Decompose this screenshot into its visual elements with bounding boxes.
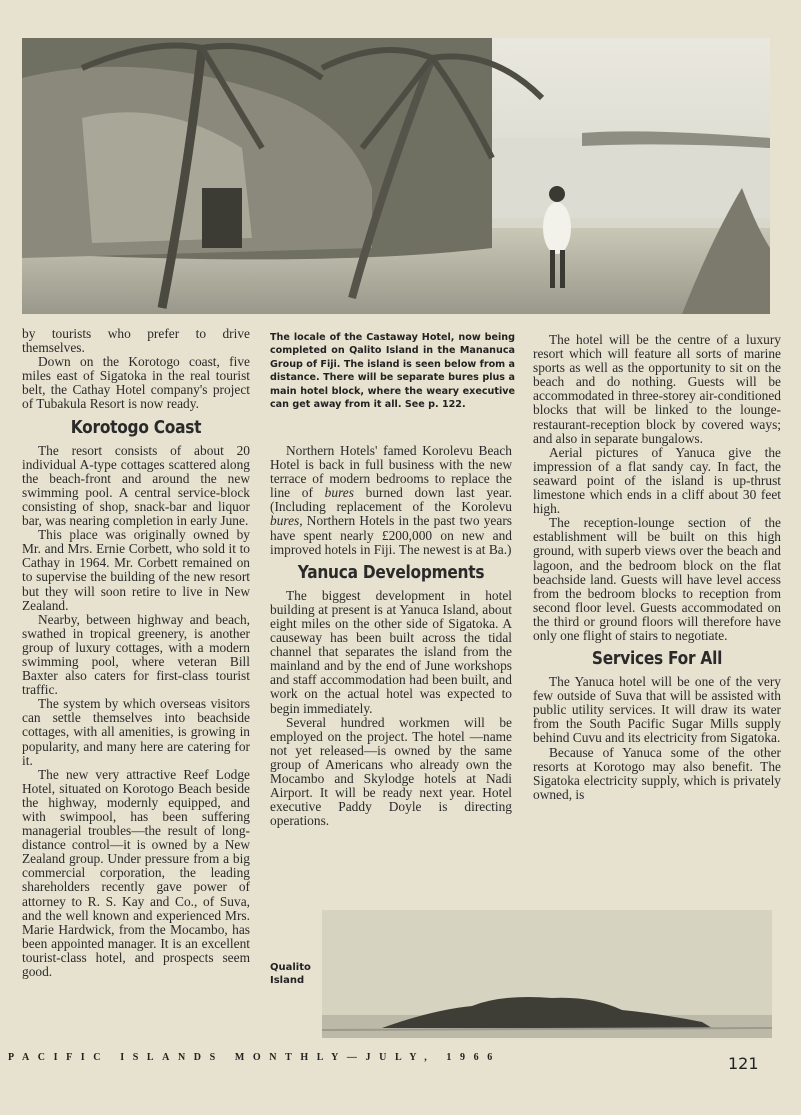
island-photo <box>322 910 772 1038</box>
section-heading-korotogo-coast: Korotogo Coast <box>70 417 202 438</box>
paragraph: This place was originally owned by Mr. and Mrs. Ernie Corbett, who sold it to Cathay in 1964. Mr. Corbett remained on to supervise the building of the new resort but they will soon retire to live in New Zealand. <box>22 527 250 613</box>
column-3 <box>533 333 781 802</box>
paragraph: Aerial pictures of Yanuca give the impression of a flat sandy cay. In fact, the seaward point of the island is up-thrust limestone which ends in a cliff about 30 feet high. <box>533 444 781 517</box>
paragraph: by tourists who prefer to drive themselves. <box>22 326 250 356</box>
section-heading-yanuca-developments: Yanuca Developments <box>297 562 485 583</box>
paragraph: Several hundred workmen will be employed on the project. The hotel —name not yet released—is owned by the same group of Americans who already own the Mocambo and Skylodge hotels at Nadi Airport. It will be ready next year. Hotel executive Paddy Doyle is directing operations. <box>270 714 512 829</box>
paragraph: Down on the Korotogo coast, five miles east of Sigatoka in the real tourist belt, the Cathay Hotel company's project of Tubakula Resort is now ready. <box>22 354 250 412</box>
publication-footer: PACIFIC ISLANDS MONTHLY—JULY, 1966 <box>8 1052 501 1063</box>
text-run: Northern Hotels in the past two years have spent nearly £200,000 on new and improved hotels in Fiji. The newest is at Ba.) <box>270 513 512 557</box>
section-heading-services-for-all: Services For All <box>591 649 723 670</box>
paragraph: The biggest development in hotel building at present is at Yanuca Island, about eight miles on the other side of Sigatoka. A causeway has been built across the tidal channel that separates the island from the mainland and by the end of June workshops and staff accommodation had been built, and work on the actual hotel was expected to begin immediately. <box>270 587 512 716</box>
paragraph: The resort consists of about 20 individual A-type cottages scattered along the beach-front and around the new swimming pool. A central service-block consisting of shop, snack-bar and liquor bar, was nearing completion in early June. <box>22 442 250 529</box>
photo-caption: The locale of the Castaway Hotel, now being completed on Qalito Island in the Mananuca Group of Fiji. The island is seen below from a distance. There will be separate bures plus a main hotel block, where the weary executive can get away from it all. See p. 122. <box>270 332 515 411</box>
photo-label: Qualito Island <box>270 962 311 986</box>
paragraph: The new very attractive Reef Lodge Hotel, situated on Korotogo Beach beside the highway, modernly equipped, and with swimpool, has been suffering managerial troubles—the result of long-distance control—it is owned by a New Zealand group. Under pressure from a big commercial corporation, the leading shareholders recently gave power of attorney to R. S. Kay and Co., of Suva, and the well known and experienced Mrs. Marie Hardwick, from the Mocambo, has been appointed manager. It is an excellent tourist-class hotel, and prospects seem good. <box>22 766 250 980</box>
column-1 <box>22 327 250 979</box>
italic-term: bures <box>324 485 354 501</box>
page-number: 121 <box>728 1054 759 1073</box>
paragraph: The hotel will be the centre of a luxury resort which will feature all sorts of marine sports as well as the opportunity to sit on the beach and do nothing. Guests will be accommodated in three-storey air-conditioned blocks that will be linked to the lounge-restaurant-reception block by covered ways; and also in separate bungalows. <box>533 332 781 446</box>
paragraph: Nearby, between highway and beach, swathed in tropical greenery, is another group of luxury cottages, with a modern swimming pool, where veteran Bill Baxter also caters for first-class tourist traffic. <box>22 611 250 698</box>
paragraph: The Yanuca hotel will be one of the very few outside of Suva that will be assisted with public utility services. It will draw its water from the South Pacific Sugar Mills supply behind Cuvu and its electricity from Sigatoka. <box>533 674 781 746</box>
column-2 <box>270 444 512 828</box>
italic-term: bures, <box>270 513 303 529</box>
paragraph <box>270 444 512 557</box>
beach-photo <box>22 38 770 314</box>
text-run: burned down last year. (Including replacement of the Korolevu <box>270 485 512 515</box>
text-run: Northern Hotels' famed Korolevu Beach Hotel is back in full business with the new terrace of modern bedrooms to replace the line of <box>270 443 512 501</box>
paragraph: The system by which overseas visitors can settle themselves into beachside cottages, with all amenities, is growing in popularity, and many here are catering for it. <box>22 696 250 768</box>
paragraph: Because of Yanuca some of the other resorts at Korotogo may also benefit. The Sigatoka electricity supply, which is privately owned, is <box>533 744 781 802</box>
beach-photo-illustration <box>22 38 770 314</box>
paragraph: The reception-lounge section of the establishment will be built on this high ground, with superb views over the beach and lagoon, and the bedroom block on the flat beachside land. Guests will have level access from the bedroom blocks to reception from second floor level. Guests accommodated on the third or ground floors will therefore have only one flight of stairs to negotiate. <box>533 515 781 643</box>
island-photo-illustration <box>322 910 772 1038</box>
